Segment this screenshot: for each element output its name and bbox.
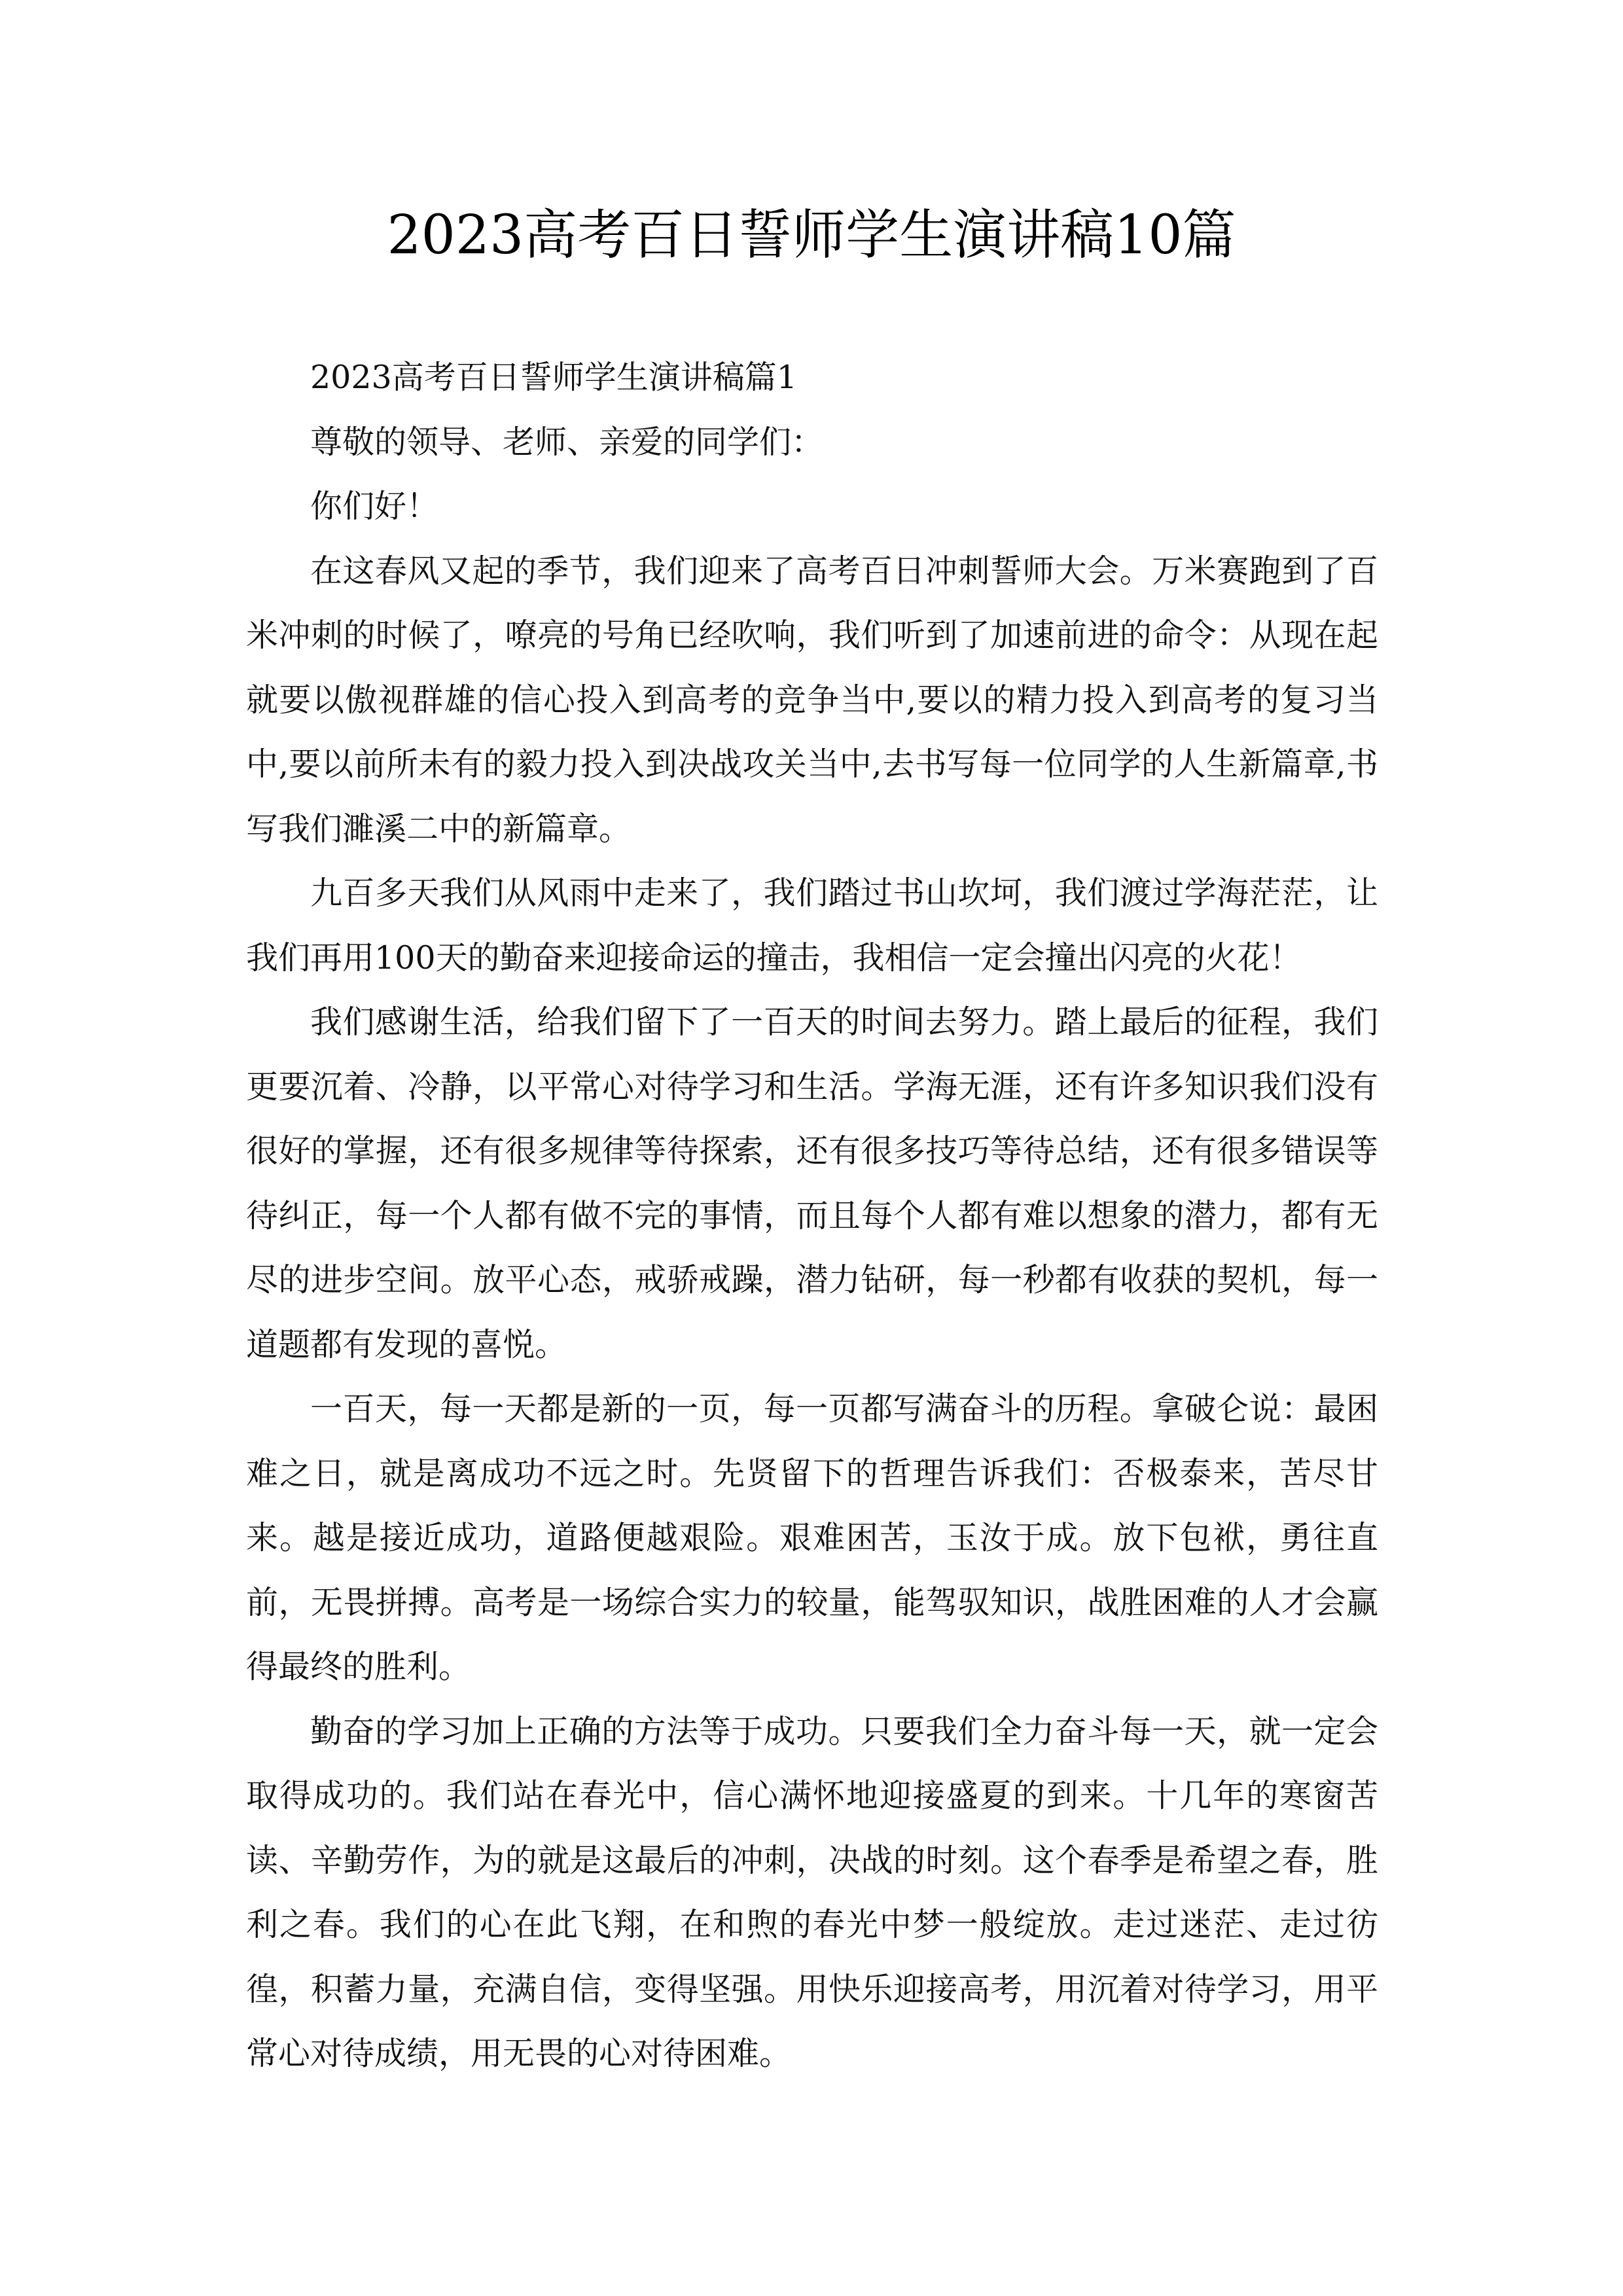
paragraph: 九百多天我们从风雨中走来了，我们踏过书山坎坷，我们渡过学海茫茫，让我们再用100天的勤奋来迎接命运的撞击，我相信一定会撞出闪亮的火花！ [246, 874, 1378, 977]
greeting: 你们好！ [310, 488, 439, 525]
paragraph: 一百天，每一天都是新的一页，每一页都写满奋斗的历程。拿破仑说：最困难之日，就是离成功不远之时。先贤留下的哲理告诉我们：否极泰来，苦尽甘来。越是接近成功，道路便越艰险。艰难困苦，玉汝于成。放下包袱，勇往直前，无畏拼搏。高考是一场综合实力的较量，能驾驭知识，战胜困难的人才会赢得最终的胜利。 [246, 1390, 1378, 1685]
paragraph: 在这春风又起的季节，我们迎来了高考百日冲刺誓师大会。万米赛跑到了百米冲刺的时候了，嘹亮的号角已经吹响，我们听到了加速前进的命令：从现在起就要以傲视群雄的信心投入到高考的竞争当中,要以的精力投入到高考的复习当中,要以前所未有的毅力投入到决战攻关当中,去书写每一位同学的人生新篇章,书写我们濉溪二中的新篇章。 [246, 552, 1378, 848]
section-heading: 2023高考百日誓师学生演讲稿篇1 [310, 359, 797, 396]
document-title: 2023高考百日誓师学生演讲稿10篇 [387, 204, 1236, 266]
paragraph: 勤奋的学习加上正确的方法等于成功。只要我们全力奋斗每一天，就一定会取得成功的。我们站在春光中，信心满怀地迎接盛夏的到来。十几年的寒窗苦读、辛勤劳作，为的就是这最后的冲刺，决战的时刻。这个春季是希望之春，胜利之春。我们的心在此飞翔，在和煦的春光中梦一般绽放。走过迷茫、走过彷徨，积蓄力量，充满自信，变得坚强。用快乐迎接高考，用沉着对待学习，用平常心对待成绩，用无畏的心对待困难。 [246, 1712, 1378, 2072]
salutation: 尊敬的领导、老师、亲爱的同学们： [310, 423, 824, 461]
document-body [246, 346, 1378, 2087]
paragraph: 我们感谢生活，给我们留下了一百天的时间去努力。踏上最后的征程，我们更要沉着、冷静，以平常心对待学习和生活。学海无涯，还有许多知识我们没有很好的掌握，还有很多规律等待探索，还有很多技巧等待总结，还有很多错误等待纠正，每一个人都有做不完的事情，而且每个人都有难以想象的潜力，都有无尽的进步空间。放平心态，戒骄戒躁，潜力钻研，每一秒都有收获的契机，每一道题都有发现的喜悦。 [246, 1003, 1378, 1363]
